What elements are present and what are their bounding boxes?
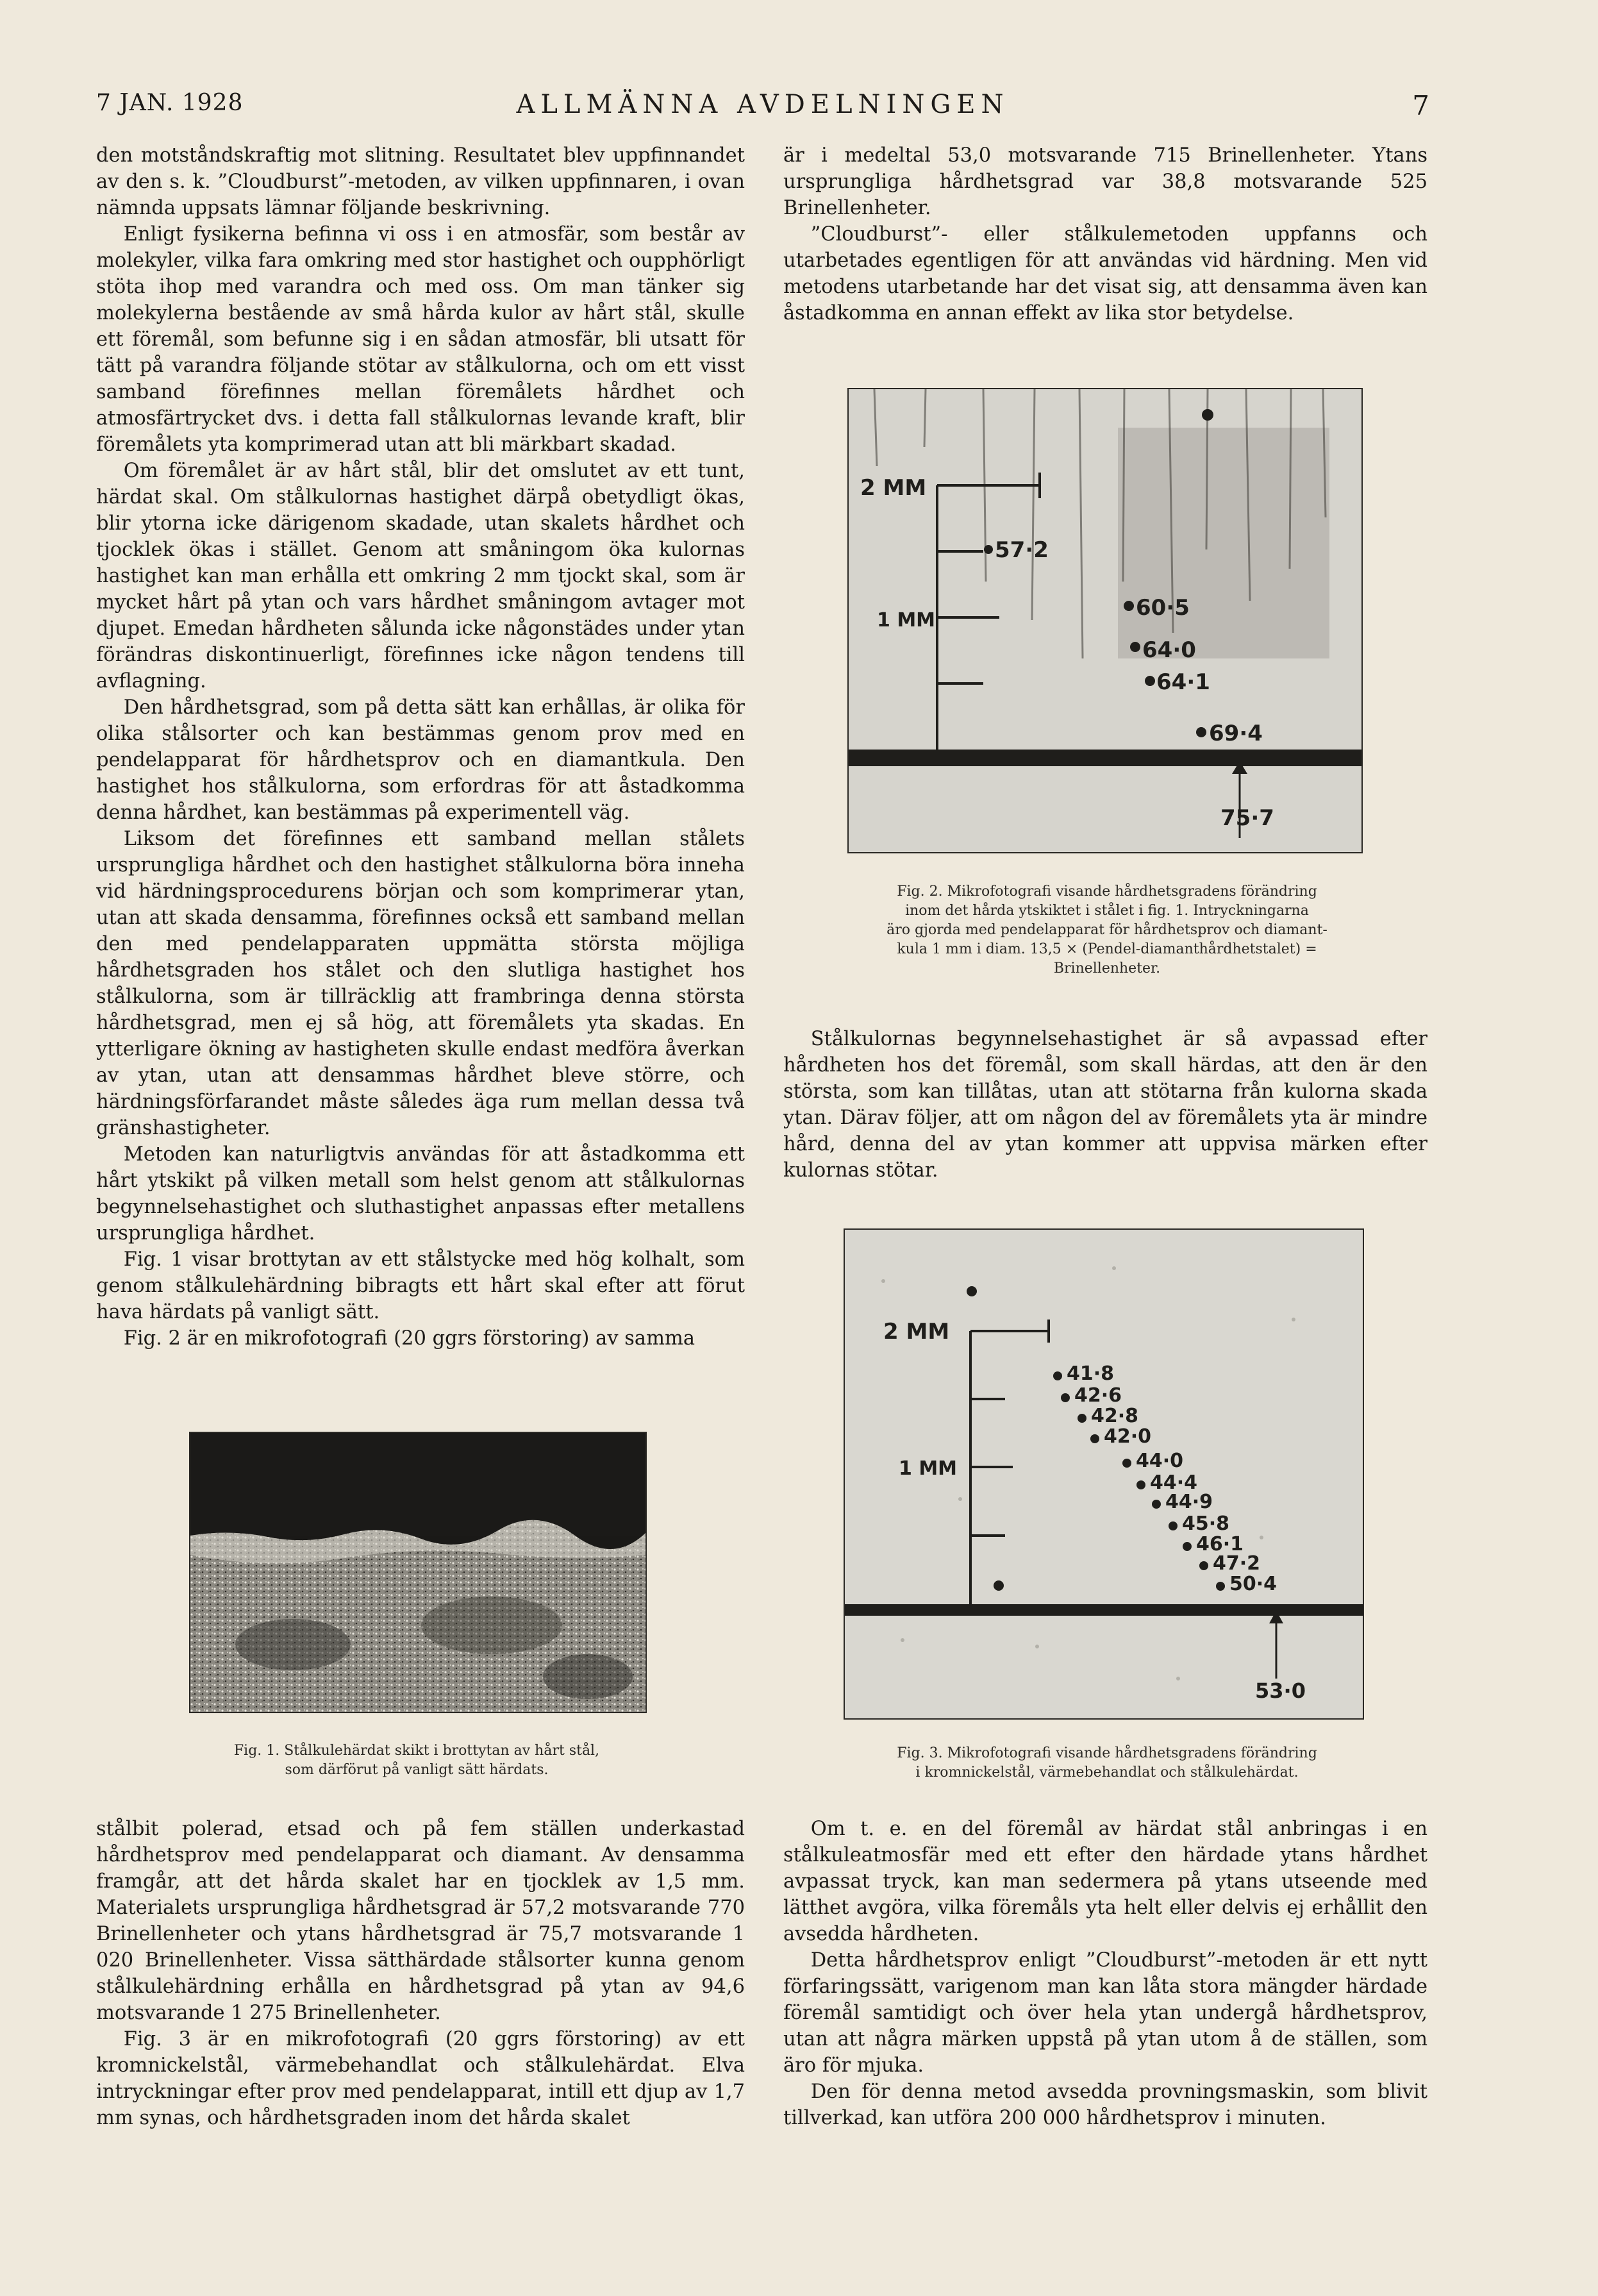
header-section-title: ALLMÄNNA AVDELNINGEN xyxy=(516,90,1010,119)
right-column-middle xyxy=(783,1026,1427,1184)
figure-3-value-label: 44·4 xyxy=(1150,1471,1198,1494)
paragraph: Stålkulornas begynnelsehastighet är så avpassad efter hårdheten hos det föremål, som skall härdas, att den är den största, som kan tillåtas, utan att stötarna från kulorna skada ytan. Därav följer, att om någon del av föremålets yta är mindre hård, denna del av ytan kommer att uppvisa märken efter kulornas stötar. xyxy=(783,1028,1427,1182)
paragraph: Metoden kan naturligtvis användas för att åstadkomma ett hårt ytskikt på vilken metall som helst genom att stålkulornas begynnelsehastighet och sluthastighet anpassas efter metallens ursprungliga hårdhet. xyxy=(96,1143,745,1244)
caption-line: kula 1 mm i diam. 13,5 × (Pendel-diamanthårdhetstalet) = xyxy=(897,941,1317,957)
right-column-bottom xyxy=(783,1816,1427,2131)
page-header xyxy=(96,90,1429,128)
paragraph: Den hårdhetsgrad, som på detta sätt kan erhållas, är olika för olika stålsorter och kan bestämmas genom prov med en pendelapparat för hårdhetsprov och en diamantkula. Den hastighet hos stålkulorna, som erfordras för att åstadkomma denna hårdhet, kan bestämmas på experimentell väg. xyxy=(96,696,745,824)
paragraph: Fig. 1 visar brottytan av ett stålstycke med hög kolhalt, som genom stålkulehärdning bibragts ett hårt skal efter att förut hava härdats på vanligt sätt. xyxy=(96,1248,745,1323)
figure-3-value-label: 42·8 xyxy=(1091,1405,1139,1427)
paragraph: Om t. e. en del föremål av härdat stål anbringas i en stålkuleatmosfär med ett efter den härdade ytans hårdhet avpassat tryck, kan man sedermera på ytans utseende med lätthet avgöra, vilka föremåls yta helt eller delvis ej erhållit den avsedda hårdheten. xyxy=(783,1818,1427,1945)
figure-3-value-label: 47·2 xyxy=(1213,1552,1261,1575)
caption-line: som därförut på vanligt sätt härdats. xyxy=(285,1762,549,1778)
right-column-top xyxy=(783,142,1427,326)
paragraph: Om föremålet är av hårt stål, blir det omslutet av ett tunt, härdat skal. Om stålkulornas hastighet därpå obetydligt ökas, blir ytorna icke därigenom skadade, utan skalets hårdhet och tjocklek ökas i stället. Genom att småningom öka kulornas hastighet kan man erhålla ett omkring 2 mm tjockt skal, som är mycket hårt på ytan och vars hårdhet småningom avtager mot djupet. Emedan hårdheten sålunda icke någonstädes under ytan förändras diskontinuerligt, förefinnes icke någon tendens till avflagning. xyxy=(96,460,745,692)
figure-3-value-label: 46·1 xyxy=(1196,1533,1244,1555)
figure-1-photo xyxy=(189,1432,647,1713)
figure-2-value-label: 60·5 xyxy=(1136,595,1190,621)
figure-3-value-label: 42·6 xyxy=(1074,1384,1122,1407)
figure-3-scale-label-1mm: 1 MM xyxy=(899,1457,958,1480)
figure-2-scale-label-2mm: 2 MM xyxy=(860,475,927,501)
figure-3-value-label: 50·4 xyxy=(1229,1573,1278,1595)
figure-2-value-label: 69·4 xyxy=(1209,721,1263,746)
paragraph: Fig. 2 är en mikrofotografi (20 ggrs förstoring) av samma xyxy=(123,1327,695,1350)
paragraph: Fig. 3 är en mikrofotografi (20 ggrs förstoring) av ett kromnickelstål, värmebehandlat och stålkulehärdat. Elva intryckningar efter prov med pendelapparat, intill ett djup av 1,7 mm synas, och hårdhetsgraden inom det hårda skalet xyxy=(96,2028,745,2129)
figure-3-micrograph xyxy=(844,1228,1364,1720)
figure-3-value-label: 45·8 xyxy=(1182,1513,1230,1535)
figure-2-value-label: 57·2 xyxy=(995,537,1049,563)
left-column-bottom xyxy=(96,1816,745,2131)
figure-3-value-label: 42·0 xyxy=(1104,1425,1152,1448)
paragraph: Enligt fysikerna befinna vi oss i en atmosfär, som består av molekyler, vilka fara omkring med stor hastighet och oupphörligt stöta ihop med varandra och med oss. Om man tänker sig molekylerna bestående av små hårda kulor av hårt stål, skulle ett föremål, som befunne sig i en sådan atmosfär, bli utsatt för tätt på varandra följande stötar av stålkulorna, och om ett visst samband förefinnes mellan föremålets hårdhet och atmosfärtrycket dvs. i detta fall stålkulornas levande kraft, blir föremålets yta komprimerad utan att bli märkbart skadad. xyxy=(96,223,745,456)
paragraph: stålbit polerad, etsad och på fem ställen underkastad hårdhetsprov med pendelapparat och diamant. Av densamma framgår, att det hårda skalet har en tjocklek av 1,5 mm. Materialets ursprungliga hårdhetsgrad är 57,2 motsvarande 770 Brinellenheter och ytans hårdhetsgrad är 75,7 motsvarande 1 020 Brinellenheter. Vissa sätthärdade stålsorter kunna genom stålkulehärdning erhålla en hårdhetsgrad på ytan av 94,6 motsvarande 1 275 Brinellenheter. xyxy=(96,1818,745,2024)
paragraph: Den för denna metod avsedda provningsmaskin, som blivit tillverkad, kan utföra 200 000 hårdhetsprov i minuten. xyxy=(783,2081,1427,2129)
header-date: 7 JAN. 1928 xyxy=(96,90,244,116)
caption-line: Fig. 3. Mikrofotografi visande hårdhetsgradens förändring xyxy=(897,1745,1317,1761)
paragraph: den motståndskraftig mot slitning. Resultatet blev uppfinnandet av den s. k. ”Cloudburst”-metoden, av vilken uppfinnaren, i ovan nämnda uppsats lämnar följande beskrivning. xyxy=(96,144,745,219)
caption-line: Fig. 2. Mikrofotografi visande hårdhetsgradens förändring xyxy=(897,884,1317,900)
paragraph: Liksom det förefinnes ett samband mellan stålets ursprungliga hårdhet och den hastighet stålkulorna böra inneha vid härdningsprocedurens början och som komprimerar ytan, utan att skada densamma, förefinnes också ett samband mellan den med pendelapparaten uppmätta största möjliga hårdhetsgraden hos stålet och den slutliga hastighet hos stålkulorna, som är tillräcklig att frambringa denna största hårdhetsgrad, men ej så hög, att föremålets yta skadas. En ytterligare ökning av hastigheten skulle endast medföra åverkan av ytan, utan att densammas hårdhet bleve större, och härdningsförfarandet måste således äga rum mellan dessa två gränshastigheter. xyxy=(96,828,745,1139)
left-column-top xyxy=(96,142,745,1352)
paragraph: är i medeltal 53,0 motsvarande 715 Brinellenheter. Ytans ursprungliga hårdhetsgrad var 38,8 motsvarande 525 Brinellenheter. xyxy=(783,144,1427,219)
figure-2-caption xyxy=(841,882,1373,978)
header-page-number: 7 xyxy=(1412,90,1429,121)
caption-line: Fig. 1. Stålkulehärdat skikt i brottytan av hårt stål, xyxy=(233,1743,600,1759)
figure-2-micrograph xyxy=(847,388,1363,853)
caption-line: i kromnickelstål, värmebehandlat och stålkulehärdat. xyxy=(915,1764,1299,1781)
figure-2-value-label: 64·0 xyxy=(1142,637,1196,663)
paragraph: ”Cloudburst”- eller stålkulemetoden uppfanns och utarbetades egentligen för att användas vid härdning. Men vid metodens utarbetande har det visat sig, att densamma även kan åstadkomma en annan effekt av lika stor betydelse. xyxy=(783,223,1427,324)
figure-3-value-label: 44·0 xyxy=(1136,1450,1184,1472)
paragraph: Detta hårdhetsprov enligt ”Cloudburst”-metoden är ett nytt förfaringssätt, varigenom man kan låta stora mängder härdade föremål samtidigt och över hela ytan undergå hårdhetsprov, utan att några märken uppstå på ytan utom å de ställen, som äro för mjuka. xyxy=(783,1949,1427,2077)
figure-3-value-label: 41·8 xyxy=(1067,1362,1115,1385)
figure-2-value-label: 75·7 xyxy=(1220,805,1274,831)
figure-2-value-label: 64·1 xyxy=(1156,669,1210,695)
caption-line: inom det hårda ytskiktet i stålet i fig. 1. Intryckningarna xyxy=(905,903,1309,919)
figure-3-value-label: 44·9 xyxy=(1165,1491,1213,1513)
figure-3-scale-label-2mm: 2 MM xyxy=(883,1319,950,1345)
caption-line: Brinellenheter. xyxy=(1053,960,1161,976)
figure-2-scale-label-1mm: 1 MM xyxy=(877,609,936,632)
figure-3-caption xyxy=(841,1744,1373,1782)
caption-line: äro gjorda med pendelapparat för hårdhetsprov och diamant- xyxy=(886,922,1328,938)
figure-1-caption xyxy=(167,1741,667,1780)
figure-3-value-label: 53·0 xyxy=(1255,1679,1306,1703)
